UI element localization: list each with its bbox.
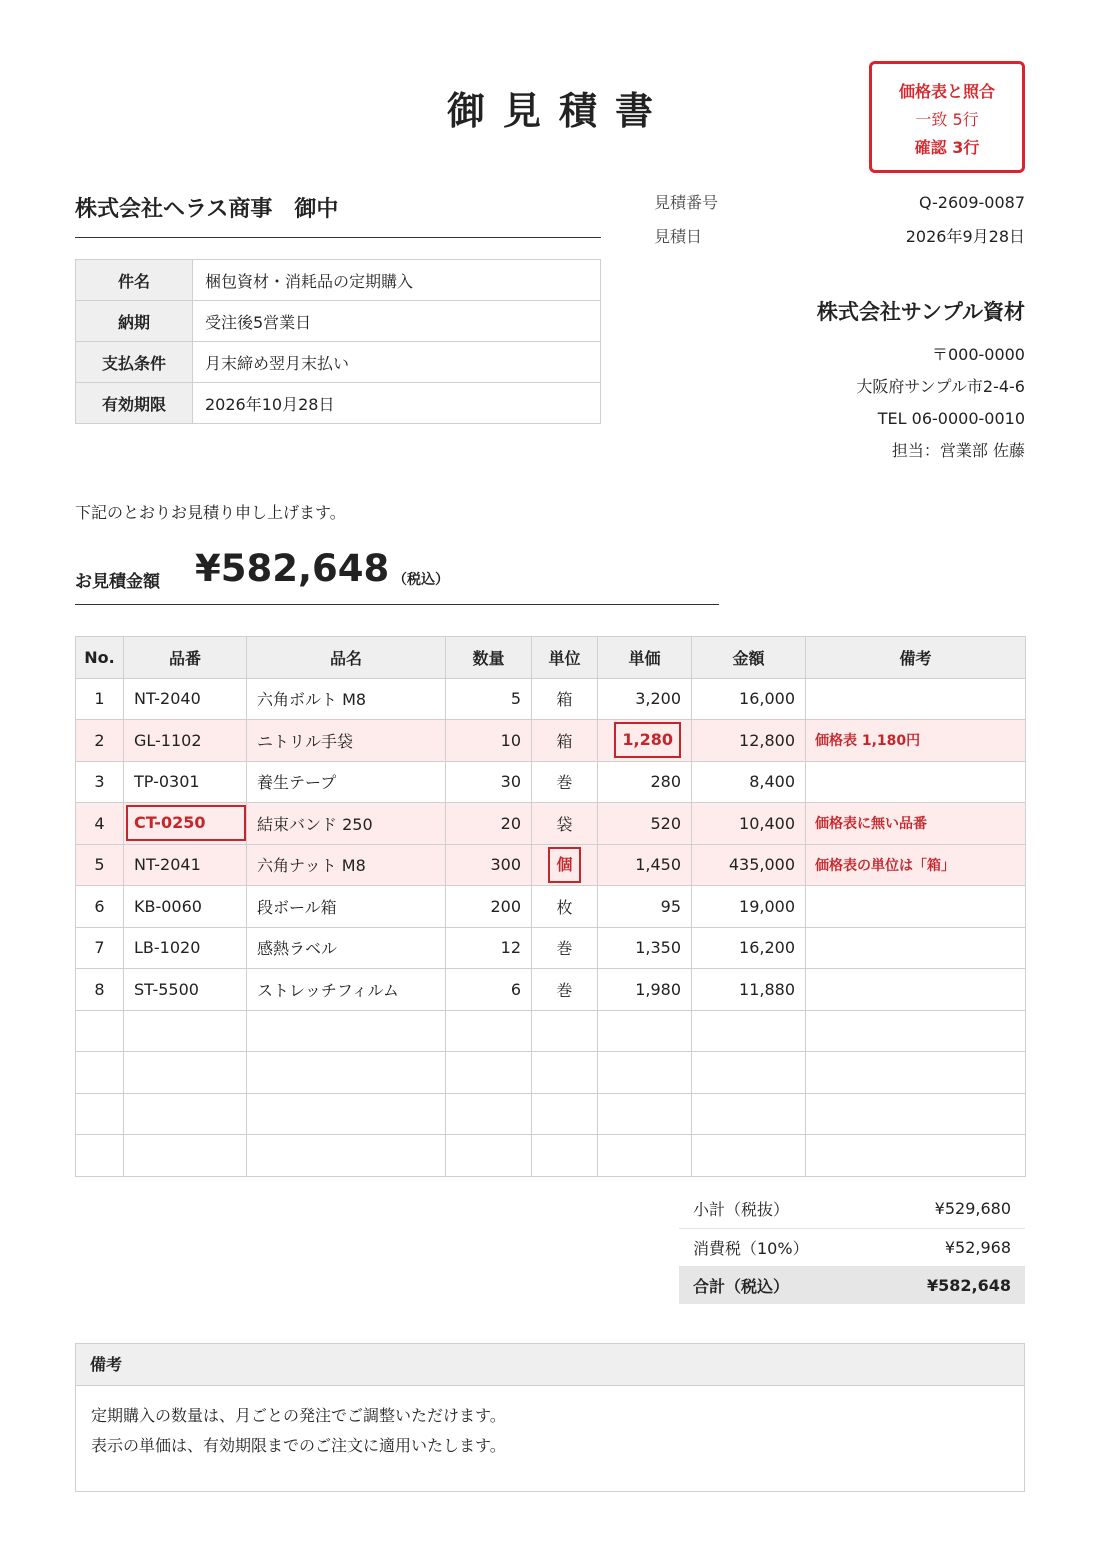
cell-qty: 20 [446, 803, 532, 845]
remarks-box [75, 1343, 1025, 1492]
issuer-postal: 〒000-0000 [931, 345, 1025, 364]
col-header-name: 品名 [247, 637, 446, 679]
cell-no: 3 [76, 761, 124, 803]
info-label: 有効期限 [76, 383, 193, 424]
cell-qty: 6 [446, 969, 532, 1011]
info-row [76, 383, 601, 424]
cell-name: ニトリル手袋 [247, 720, 446, 762]
cell-name: 六角ナット M8 [247, 844, 446, 886]
cell-code: GL-1102 [124, 720, 247, 762]
total-label: お見積金額 [75, 572, 160, 592]
cell-name: 段ボール箱 [247, 886, 446, 928]
cell-name: 養生テープ [247, 761, 446, 803]
cell-name: 結束バンド 250 [247, 803, 446, 845]
quote-date: 2026年9月28日 [905, 227, 1025, 246]
cell-name: 感熱ラベル [247, 927, 446, 969]
cell-price: 520 [598, 803, 692, 845]
cell-no: 2 [76, 720, 124, 762]
cell-price: 1,980 [598, 969, 692, 1011]
table-row [76, 678, 1026, 720]
cell-name: ストレッチフィルム [247, 969, 446, 1011]
table-row-flagged [76, 803, 1026, 845]
cell-amount: 8,400 [692, 761, 806, 803]
info-row [76, 260, 601, 301]
cell-qty: 200 [446, 886, 532, 928]
cell-code: NT-2041 [124, 844, 247, 886]
tax-label: 消費税（10%） [679, 1228, 873, 1266]
table-header-row [76, 637, 1026, 679]
cell-qty: 300 [446, 844, 532, 886]
table-row-flagged [76, 844, 1026, 886]
cell-amount: 19,000 [692, 886, 806, 928]
info-value: 月末締め翌月末払い [193, 342, 601, 383]
cell-note-warning: 価格表 1,180円 [806, 720, 1026, 762]
client-name: 株式会社ヘラス商事 御中 [75, 192, 601, 238]
cell-price: 1,350 [598, 927, 692, 969]
empty-row [76, 1052, 1026, 1094]
info-label: 納期 [76, 301, 193, 342]
cell-unit: 箱 [532, 720, 598, 762]
cell-unit: 巻 [532, 761, 598, 803]
remarks-body [76, 1386, 1024, 1464]
cell-unit: 枚 [532, 886, 598, 928]
issuer-address: 大阪府サンプル市2-4-6 [856, 377, 1025, 396]
total-tax-note: （税込） [393, 572, 449, 588]
info-row [76, 342, 601, 383]
info-value: 2026年10月28日 [193, 383, 601, 424]
info-value: 梱包資材・消耗品の定期購入 [193, 260, 601, 301]
intro-text: 下記のとおりお見積り申し上げます。 [75, 503, 346, 522]
verification-stamp [869, 61, 1025, 173]
cell-unit: 袋 [532, 803, 598, 845]
remarks-line: 表示の単価は、有効期限までのご注文に適用いたします。 [91, 1436, 506, 1455]
stamp-match-count: 一致 5行 [915, 110, 979, 129]
table-row [76, 761, 1026, 803]
cell-note [806, 927, 1026, 969]
cell-name: 六角ボルト M8 [247, 678, 446, 720]
info-value: 受注後5営業日 [193, 301, 601, 342]
cell-code: NT-2040 [124, 678, 247, 720]
remarks-line: 定期購入の数量は、月ごとの発注でご調整いただけます。 [91, 1406, 506, 1425]
cell-price: 3,200 [598, 678, 692, 720]
cell-code: TP-0301 [124, 761, 247, 803]
cell-price: 280 [598, 761, 692, 803]
col-header-amount: 金額 [692, 637, 806, 679]
subtotal-label: 小計（税抜） [679, 1190, 873, 1228]
cell-unit: 巻 [532, 969, 598, 1011]
col-header-qty: 数量 [446, 637, 532, 679]
col-header-code: 品番 [124, 637, 247, 679]
subtotal-value: ¥529,680 [873, 1190, 1025, 1228]
cell-note [806, 678, 1026, 720]
code-missing-highlight: CT-0250 [126, 805, 246, 841]
cell-qty: 30 [446, 761, 532, 803]
table-row [76, 927, 1026, 969]
issuer-address-block [856, 342, 1025, 470]
cell-no: 5 [76, 844, 124, 886]
cell-qty: 5 [446, 678, 532, 720]
cell-unit-flagged [532, 844, 598, 886]
grand-total-value: ¥582,648 [873, 1266, 1025, 1304]
cell-no: 1 [76, 678, 124, 720]
cell-code: KB-0060 [124, 886, 247, 928]
total-amount-line [75, 545, 719, 605]
quote-number: Q-2609-0087 [918, 193, 1025, 212]
stamp-check-count: 確認 3行 [914, 138, 980, 157]
cell-no: 8 [76, 969, 124, 1011]
cell-note [806, 969, 1026, 1011]
grand-total-label: 合計（税込） [679, 1266, 873, 1304]
cell-price: 95 [598, 886, 692, 928]
col-header-unit: 単位 [532, 637, 598, 679]
quote-number-row [654, 190, 1025, 224]
cell-note [806, 886, 1026, 928]
quote-info-table [75, 259, 601, 424]
remarks-title: 備考 [76, 1344, 1024, 1386]
cell-no: 4 [76, 803, 124, 845]
cell-no: 7 [76, 927, 124, 969]
cell-qty: 10 [446, 720, 532, 762]
cell-unit: 箱 [532, 678, 598, 720]
cell-code: LB-1020 [124, 927, 247, 969]
unit-mismatch-highlight: 個 [548, 847, 580, 883]
issuer-contact: 担当：営業部 佐藤 [891, 441, 1025, 460]
issuer-tel: TEL 06-0000-0010 [877, 409, 1025, 428]
cell-qty: 12 [446, 927, 532, 969]
items-table [75, 636, 1026, 1177]
cell-amount: 16,200 [692, 927, 806, 969]
cell-note-warning: 価格表の単位は「箱」 [806, 844, 1026, 886]
cell-note [806, 761, 1026, 803]
tax-value: ¥52,968 [873, 1228, 1025, 1266]
stamp-title: 価格表と照合 [898, 82, 995, 101]
cell-no: 6 [76, 886, 124, 928]
total-amount: ¥582,648 [195, 547, 390, 590]
subtotal-row [679, 1190, 1025, 1228]
table-row [76, 969, 1026, 1011]
summary-table [679, 1190, 1025, 1304]
cell-amount: 12,800 [692, 720, 806, 762]
cell-price-flagged [598, 720, 692, 762]
cell-unit: 巻 [532, 927, 598, 969]
document-title: 御見積書 [446, 89, 671, 133]
quote-number-label: 見積番号 [654, 193, 719, 212]
grand-total-row [679, 1266, 1025, 1304]
info-row [76, 301, 601, 342]
col-header-no: No. [76, 637, 124, 679]
cell-code-flagged [124, 803, 247, 845]
cell-code: ST-5500 [124, 969, 247, 1011]
table-row [76, 886, 1026, 928]
info-label: 支払条件 [76, 342, 193, 383]
col-header-price: 単価 [598, 637, 692, 679]
cell-price: 1,450 [598, 844, 692, 886]
issuer-company: 株式会社サンプル資材 [816, 300, 1025, 324]
cell-note-warning: 価格表に無い品番 [806, 803, 1026, 845]
tax-row [679, 1228, 1025, 1266]
price-mismatch-highlight: 1,280 [614, 722, 681, 758]
info-label: 件名 [76, 260, 193, 301]
cell-amount: 435,000 [692, 844, 806, 886]
cell-amount: 11,880 [692, 969, 806, 1011]
quote-date-row [654, 224, 1025, 258]
quote-meta [654, 190, 1025, 258]
col-header-note: 備考 [806, 637, 1026, 679]
empty-row [76, 1010, 1026, 1052]
empty-row [76, 1093, 1026, 1135]
cell-amount: 10,400 [692, 803, 806, 845]
empty-row [76, 1135, 1026, 1177]
table-row-flagged [76, 720, 1026, 762]
cell-amount: 16,000 [692, 678, 806, 720]
quote-date-label: 見積日 [654, 227, 703, 246]
